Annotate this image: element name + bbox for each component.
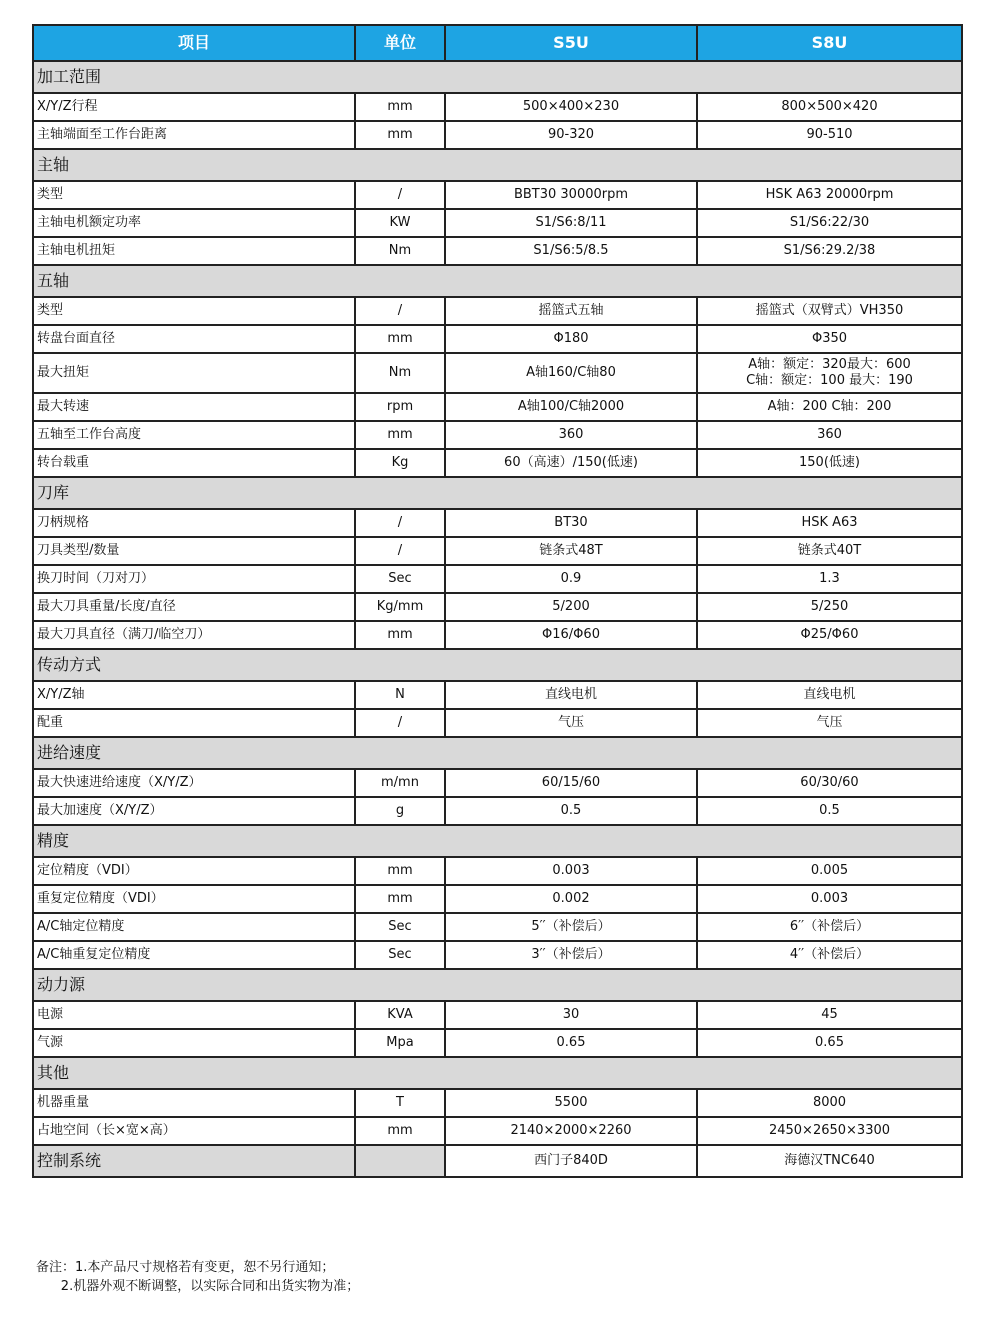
table-row — [33, 681, 962, 709]
spec-s5u-value: 60/15/60 — [445, 769, 697, 797]
table-row — [33, 769, 962, 797]
notes — [36, 1258, 359, 1296]
table-row — [33, 1001, 962, 1029]
spec-s5u-value: S1/S6:8/11 — [445, 209, 697, 237]
spec-s8u-value: 6′′（补偿后） — [697, 913, 962, 941]
spec-s5u-value: Φ16/Φ60 — [445, 621, 697, 649]
spec-s8u-value: S1/S6:29.2/38 — [697, 237, 962, 265]
spec-s5u-value: Φ180 — [445, 325, 697, 353]
spec-unit: KVA — [355, 1001, 445, 1029]
table-row — [33, 537, 962, 565]
spec-item: 类型 — [33, 181, 355, 209]
spec-s5u-value: 0.002 — [445, 885, 697, 913]
spec-s5u-value: 0.9 — [445, 565, 697, 593]
section-row — [33, 1057, 962, 1089]
section-row — [33, 477, 962, 509]
table-row — [33, 913, 962, 941]
spec-s5u-value: A轴100/C轴2000 — [445, 393, 697, 421]
spec-s5u-value: 5500 — [445, 1089, 697, 1117]
header-item: 项目 — [33, 25, 355, 61]
table-row — [33, 181, 962, 209]
spec-unit: / — [355, 537, 445, 565]
spec-s5u-value: 链条式48T — [445, 537, 697, 565]
spec-s8u-value: S1/S6:22/30 — [697, 209, 962, 237]
section-title: 加工范围 — [33, 61, 962, 93]
spec-s8u-value: 60/30/60 — [697, 769, 962, 797]
spec-item: 定位精度（VDI） — [33, 857, 355, 885]
spec-s5u-value: 2140×2000×2260 — [445, 1117, 697, 1145]
table-row — [33, 857, 962, 885]
spec-unit: rpm — [355, 393, 445, 421]
table-body — [33, 61, 962, 1177]
header-s8u: S8U — [697, 25, 962, 61]
section-row — [33, 61, 962, 93]
spec-item: 气源 — [33, 1029, 355, 1057]
spec-item: 重复定位精度（VDI） — [33, 885, 355, 913]
section-title: 传动方式 — [33, 649, 962, 681]
header-row — [33, 25, 962, 61]
spec-unit: Nm — [355, 353, 445, 393]
spec-item: 电源 — [33, 1001, 355, 1029]
spec-unit: Sec — [355, 565, 445, 593]
spec-unit: / — [355, 297, 445, 325]
spec-unit: / — [355, 181, 445, 209]
spec-unit: Sec — [355, 913, 445, 941]
spec-s8u-value: 0.003 — [697, 885, 962, 913]
spec-unit: mm — [355, 93, 445, 121]
spec-item: 机器重量 — [33, 1089, 355, 1117]
section-row — [33, 649, 962, 681]
spec-s8u-value: 5/250 — [697, 593, 962, 621]
table-row — [33, 325, 962, 353]
section-title: 精度 — [33, 825, 962, 857]
spec-item: 最大转速 — [33, 393, 355, 421]
spec-s8u-value: 0.65 — [697, 1029, 962, 1057]
spec-unit: / — [355, 509, 445, 537]
spec-s5u-value: A轴160/C轴80 — [445, 353, 697, 393]
spec-s5u-value: 0.003 — [445, 857, 697, 885]
table-row — [33, 121, 962, 149]
spec-s5u-value: S1/S6:5/8.5 — [445, 237, 697, 265]
table-row — [33, 885, 962, 913]
table-row — [33, 93, 962, 121]
table-row — [33, 1029, 962, 1057]
note-line-1: 备注：1.本产品尺寸规格若有变更，恕不另行通知； — [36, 1260, 335, 1275]
table-row — [33, 1089, 962, 1117]
spec-unit: mm — [355, 421, 445, 449]
spec-s5u-value: 5/200 — [445, 593, 697, 621]
section-row — [33, 265, 962, 297]
spec-unit: N — [355, 681, 445, 709]
spec-s8u-value: 150(低速) — [697, 449, 962, 477]
spec-item: X/Y/Z轴 — [33, 681, 355, 709]
spec-s5u-value: BT30 — [445, 509, 697, 537]
spec-unit: mm — [355, 121, 445, 149]
spec-unit: Kg/mm — [355, 593, 445, 621]
section-title: 动力源 — [33, 969, 962, 1001]
spec-s8u-value: 90-510 — [697, 121, 962, 149]
section-title: 刀库 — [33, 477, 962, 509]
spec-s5u-value: 0.65 — [445, 1029, 697, 1057]
table-row — [33, 941, 962, 969]
table-row — [33, 509, 962, 537]
spec-s5u-value: BBT30 30000rpm — [445, 181, 697, 209]
spec-unit: g — [355, 797, 445, 825]
spec-s8u-value: Φ350 — [697, 325, 962, 353]
spec-s8u-value: 摇篮式（双臂式）VH350 — [697, 297, 962, 325]
spec-unit: Nm — [355, 237, 445, 265]
spec-item: A/C轴重复定位精度 — [33, 941, 355, 969]
spec-unit: mm — [355, 621, 445, 649]
table-row — [33, 421, 962, 449]
spec-s5u-value: 5′′（补偿后） — [445, 913, 697, 941]
section-row — [33, 149, 962, 181]
spec-s8u-value: HSK A63 20000rpm — [697, 181, 962, 209]
spec-item: 转台载重 — [33, 449, 355, 477]
spec-s5u-value: 摇篮式五轴 — [445, 297, 697, 325]
spec-item: 最大扭矩 — [33, 353, 355, 393]
table-row — [33, 297, 962, 325]
control-system-label: 控制系统 — [33, 1145, 355, 1177]
spec-s8u-value: 360 — [697, 421, 962, 449]
table-row — [33, 593, 962, 621]
spec-item: 配重 — [33, 709, 355, 737]
spec-unit: Kg — [355, 449, 445, 477]
spec-item: 最大刀具直径（满刀/临空刀） — [33, 621, 355, 649]
table-row — [33, 209, 962, 237]
control-system-s8u: 海德汉TNC640 — [697, 1145, 962, 1177]
spec-unit: m/mn — [355, 769, 445, 797]
spec-s5u-value: 气压 — [445, 709, 697, 737]
control-system-unit — [355, 1145, 445, 1177]
spec-item: 主轴端面至工作台距离 — [33, 121, 355, 149]
control-system-s5u: 西门子840D — [445, 1145, 697, 1177]
spec-unit: mm — [355, 857, 445, 885]
table-row — [33, 393, 962, 421]
section-title: 主轴 — [33, 149, 962, 181]
table-row — [33, 1117, 962, 1145]
spec-s5u-value: 直线电机 — [445, 681, 697, 709]
spec-item: A/C轴定位精度 — [33, 913, 355, 941]
section-row — [33, 737, 962, 769]
section-row — [33, 825, 962, 857]
table-row — [33, 353, 962, 393]
control-system-row — [33, 1145, 962, 1177]
spec-s8u-value: A轴：200 C轴：200 — [697, 393, 962, 421]
spec-s8u-value: 45 — [697, 1001, 962, 1029]
header-unit: 单位 — [355, 25, 445, 61]
spec-s8u-value: 0.005 — [697, 857, 962, 885]
spec-s5u-value: 90-320 — [445, 121, 697, 149]
header-s5u: S5U — [445, 25, 697, 61]
spec-s8u-value: Φ25/Φ60 — [697, 621, 962, 649]
table-row — [33, 565, 962, 593]
spec-s8u-value: 0.5 — [697, 797, 962, 825]
spec-s5u-value: 360 — [445, 421, 697, 449]
spec-item: 占地空间（长×宽×高） — [33, 1117, 355, 1145]
spec-unit: T — [355, 1089, 445, 1117]
spec-s8u-value: 直线电机 — [697, 681, 962, 709]
section-row — [33, 969, 962, 1001]
spec-item: 刀具类型/数量 — [33, 537, 355, 565]
table-row — [33, 449, 962, 477]
spec-unit: Sec — [355, 941, 445, 969]
section-title: 其他 — [33, 1057, 962, 1089]
table-header — [33, 25, 962, 61]
spec-unit: mm — [355, 885, 445, 913]
spec-s8u-value: A轴：额定：320最大：600 C轴：额定：100 最大：190 — [697, 353, 962, 393]
spec-s5u-value: 60（高速）/150(低速) — [445, 449, 697, 477]
table-row — [33, 709, 962, 737]
spec-unit: mm — [355, 325, 445, 353]
spec-item: 转盘台面直径 — [33, 325, 355, 353]
spec-s5u-value: 30 — [445, 1001, 697, 1029]
spec-s5u-value: 3′′（补偿后） — [445, 941, 697, 969]
spec-unit: / — [355, 709, 445, 737]
spec-s8u-value: 气压 — [697, 709, 962, 737]
spec-item: 最大刀具重量/长度/直径 — [33, 593, 355, 621]
section-title: 五轴 — [33, 265, 962, 297]
spec-item: 刀柄规格 — [33, 509, 355, 537]
spec-s5u-value: 0.5 — [445, 797, 697, 825]
table-row — [33, 797, 962, 825]
spec-item: 最大加速度（X/Y/Z） — [33, 797, 355, 825]
spec-table — [32, 24, 963, 1178]
spec-s5u-value: 500×400×230 — [445, 93, 697, 121]
spec-item: 类型 — [33, 297, 355, 325]
spec-s8u-value: 2450×2650×3300 — [697, 1117, 962, 1145]
spec-item: X/Y/Z行程 — [33, 93, 355, 121]
spec-item: 最大快速进给速度（X/Y/Z） — [33, 769, 355, 797]
spec-item: 主轴电机额定功率 — [33, 209, 355, 237]
spec-item: 五轴至工作台高度 — [33, 421, 355, 449]
spec-s8u-value: 链条式40T — [697, 537, 962, 565]
section-title: 进给速度 — [33, 737, 962, 769]
spec-item: 换刀时间（刀对刀） — [33, 565, 355, 593]
spec-unit: KW — [355, 209, 445, 237]
spec-item: 主轴电机扭矩 — [33, 237, 355, 265]
spec-s8u-value: 1.3 — [697, 565, 962, 593]
table-row — [33, 621, 962, 649]
spec-s8u-value: 800×500×420 — [697, 93, 962, 121]
spec-unit: Mpa — [355, 1029, 445, 1057]
spec-s8u-value: HSK A63 — [697, 509, 962, 537]
spec-s8u-value: 8000 — [697, 1089, 962, 1117]
note-line-2: 2.机器外观不断调整，以实际合同和出货实物为准； — [36, 1279, 360, 1294]
spec-unit: mm — [355, 1117, 445, 1145]
table-row — [33, 237, 962, 265]
spec-s8u-value: 4′′（补偿后） — [697, 941, 962, 969]
